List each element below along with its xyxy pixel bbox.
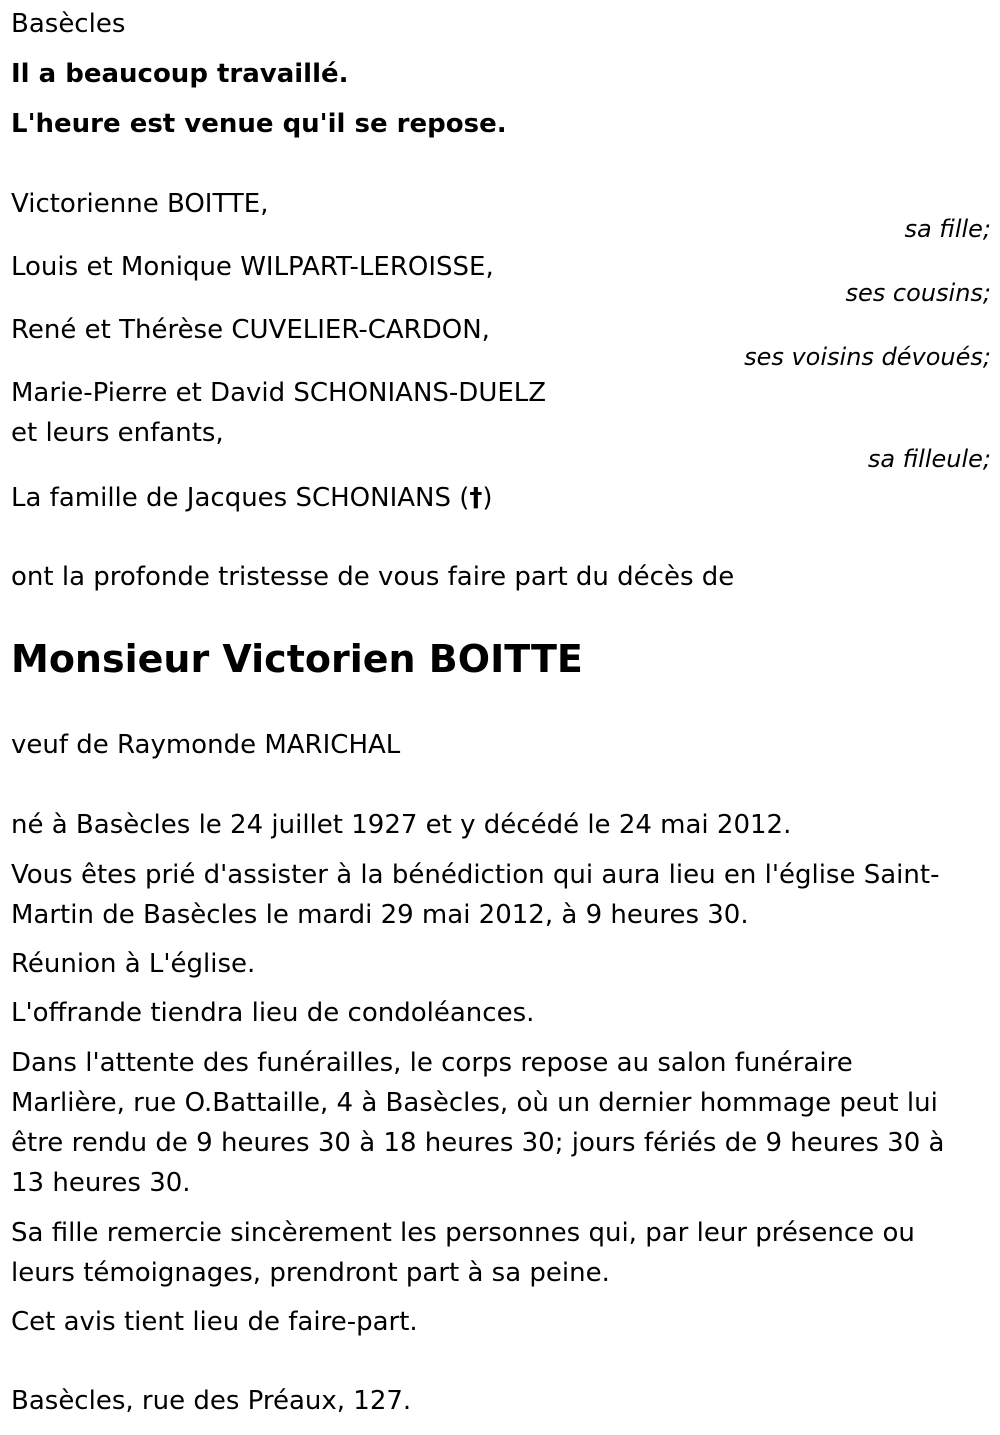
family-member-name: René et Thérèse CUVELIER-CARDON,	[11, 315, 490, 345]
funeral-home-text-continued: être rendu de 9 heures 30 à 18 heures 30; jours fériés de 9 heures 30 à	[11, 1128, 945, 1158]
family-member-name	[11, 478, 493, 518]
cross-icon: †	[469, 483, 483, 513]
family-member-name: Louis et Monique WILPART-LEROISSE,	[11, 252, 494, 282]
birth-death-text: né à Basècles le 24 juillet 1927 et y décédé le 24 mai 2012.	[11, 810, 792, 840]
widower-of: veuf de Raymonde MARICHAL	[11, 730, 401, 760]
family-member-name-continued: et leurs enfants,	[11, 418, 224, 448]
ceremony-text: Vous êtes prié d'assister à la bénédiction qui aura lieu en l'église Saint-	[11, 860, 940, 890]
family-member-role: ses voisins dévoués;	[744, 343, 991, 371]
deceased-name: Monsieur Victorien BOITTE	[11, 637, 583, 681]
family-name-prefix: La famille de Jacques SCHONIANS (	[11, 483, 470, 513]
family-name-suffix: )	[482, 483, 493, 513]
quote-line-1: Il a beaucoup travaillé.	[11, 59, 349, 89]
funeral-home-text: Dans l'attente des funérailles, le corps repose au salon funéraire	[11, 1048, 853, 1078]
family-member-role: sa fille;	[904, 215, 991, 243]
header-place: Basècles	[11, 9, 126, 39]
family-member-name: Victorienne BOITTE,	[11, 189, 269, 219]
family-member-role: ses cousins;	[845, 279, 991, 307]
quote-line-2: L'heure est venue qu'il se repose.	[11, 109, 507, 139]
family-member-role: sa filleule;	[867, 445, 991, 473]
funeral-home-text-continued: Marlière, rue O.Battaille, 4 à Basècles, où un dernier hommage peut lui	[11, 1088, 938, 1118]
announcement-text: ont la profonde tristesse de vous faire part du décès de	[11, 562, 735, 592]
thanks-text-continued: leurs témoignages, prendront part à sa peine.	[11, 1258, 610, 1288]
funeral-home-text-continued: 13 heures 30.	[11, 1168, 191, 1198]
ceremony-text-continued: Martin de Basècles le mardi 29 mai 2012, à 9 heures 30.	[11, 900, 749, 930]
family-member-name: Marie-Pierre et David SCHONIANS-DUELZ	[11, 378, 547, 408]
address-text: Basècles, rue des Préaux, 127.	[11, 1386, 412, 1416]
meeting-text: Réunion à L'église.	[11, 949, 256, 979]
thanks-text: Sa fille remercie sincèrement les personnes qui, par leur présence ou	[11, 1218, 915, 1248]
notice-text: Cet avis tient lieu de faire-part.	[11, 1307, 418, 1337]
offering-text: L'offrande tiendra lieu de condoléances.	[11, 998, 535, 1028]
